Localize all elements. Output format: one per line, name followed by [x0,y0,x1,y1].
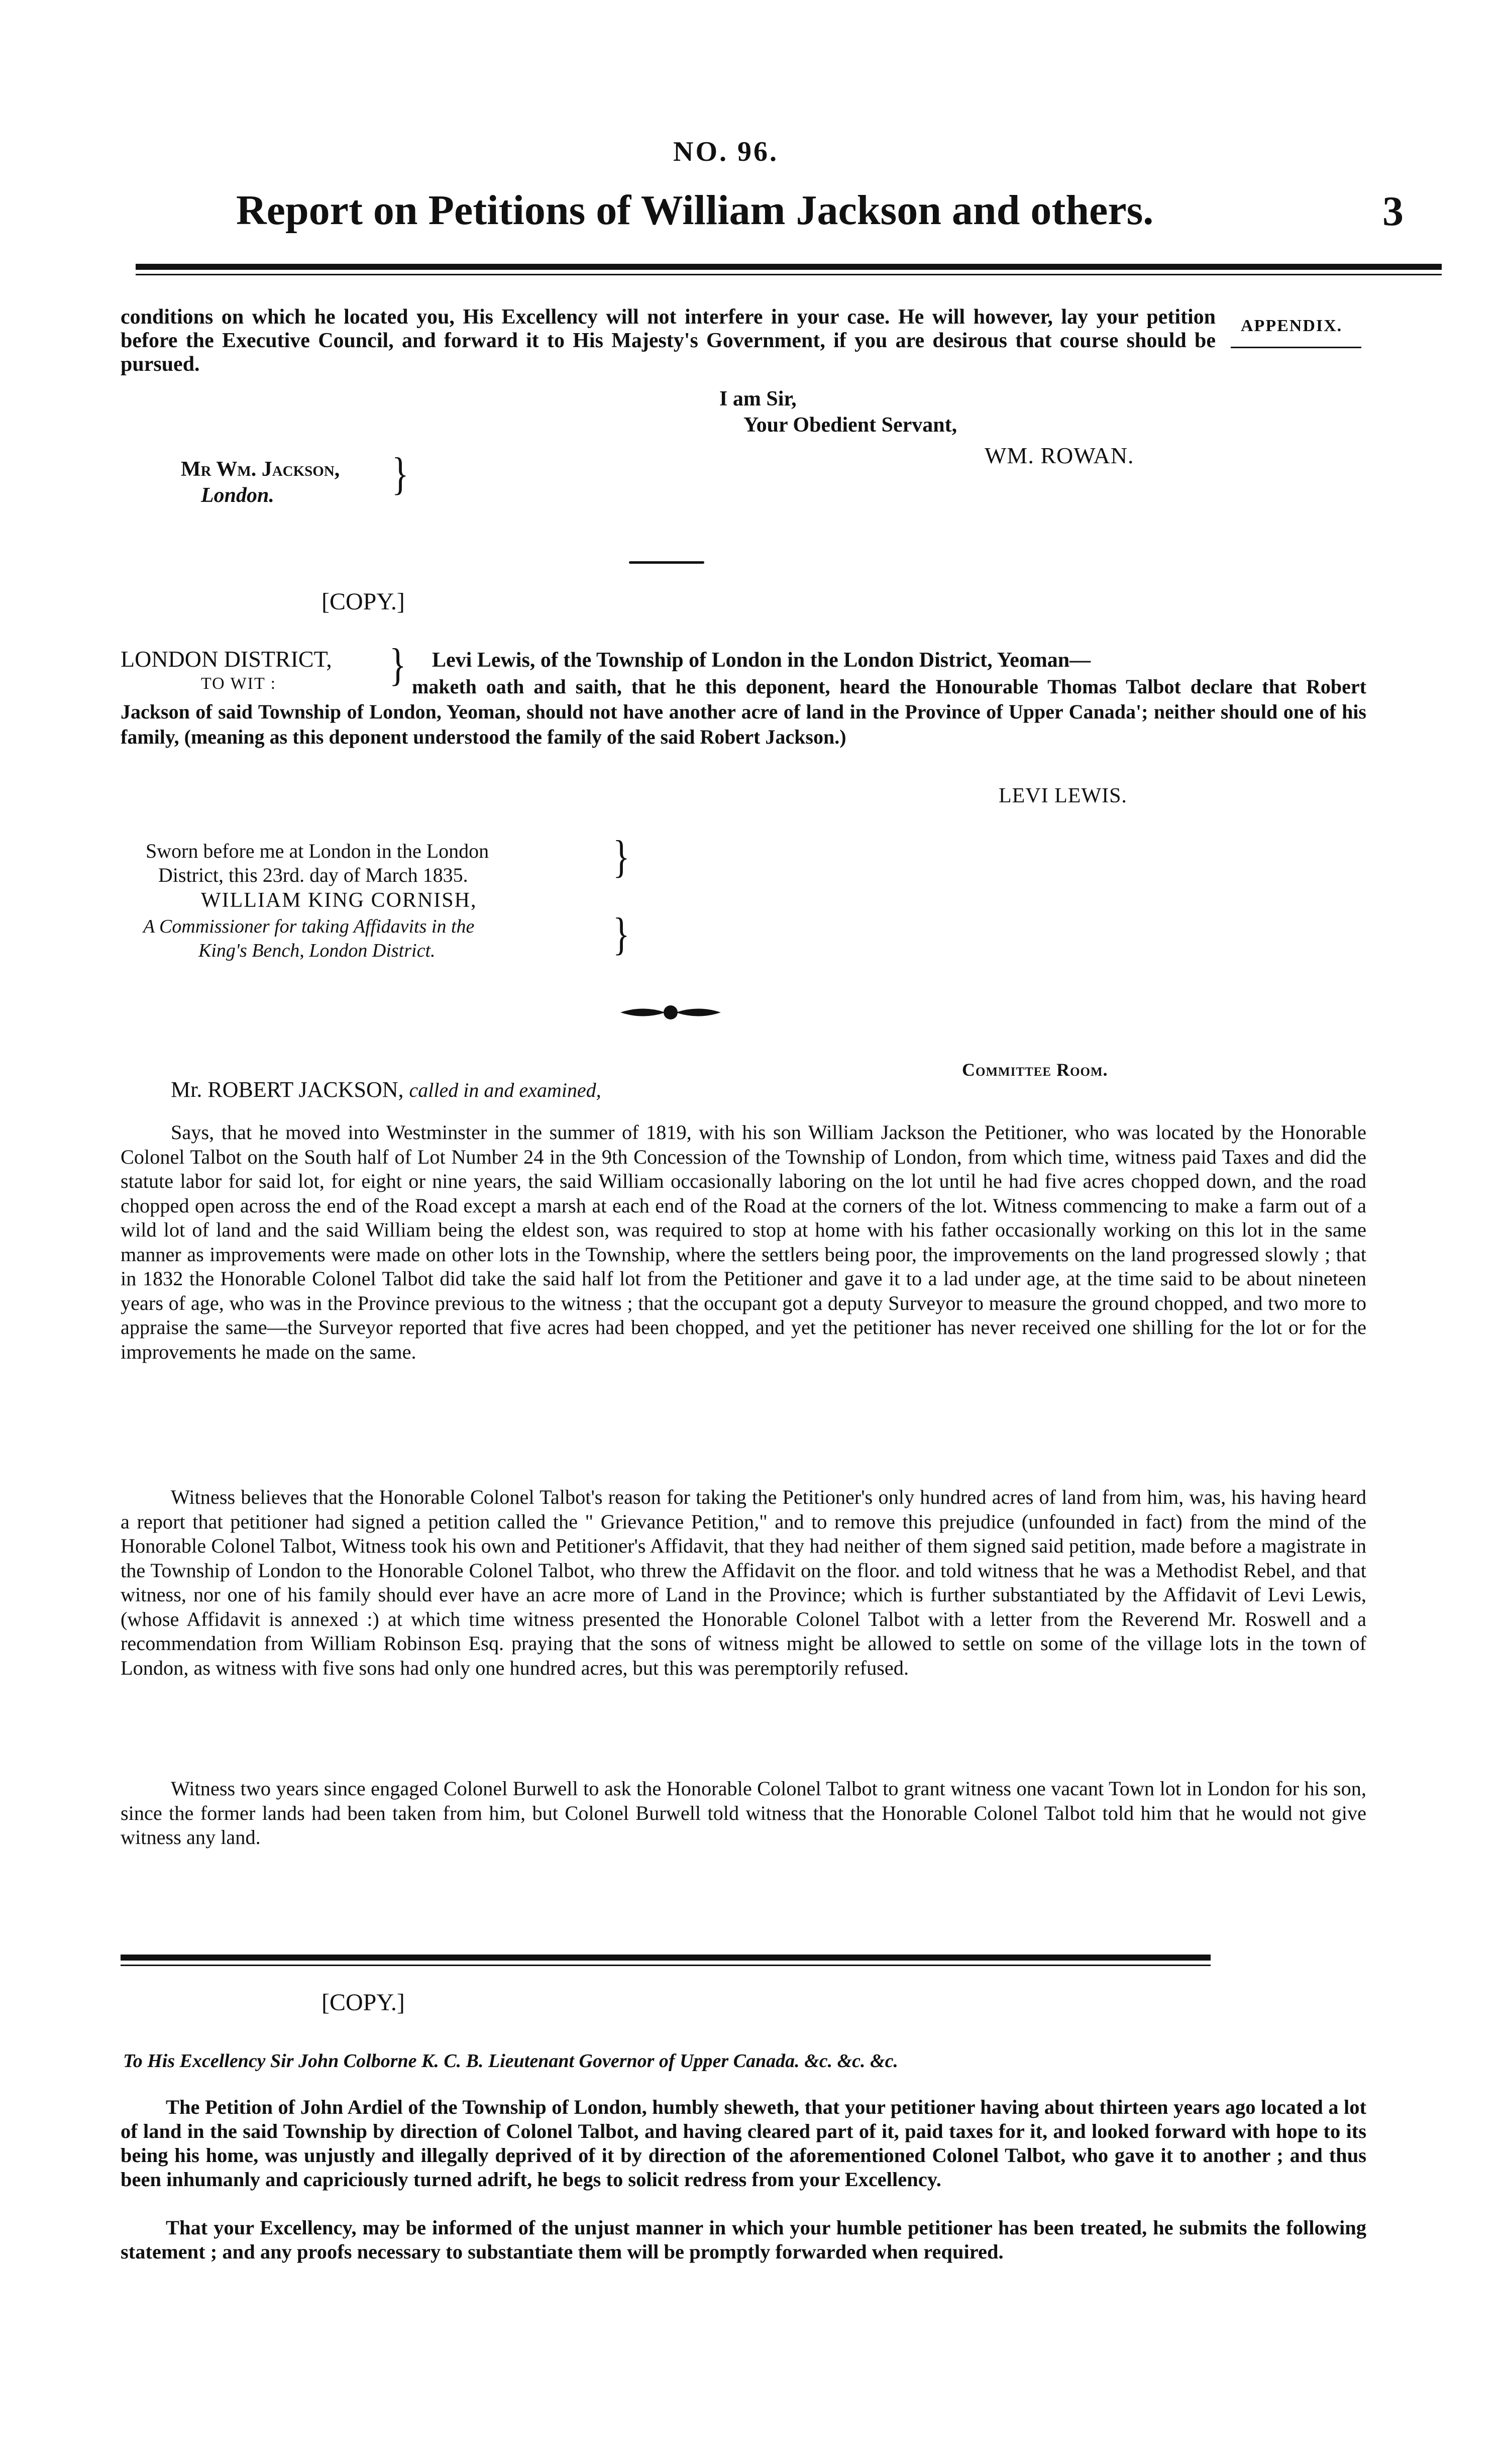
affidavit-to-wit: TO WIT : [201,674,277,693]
witness-heading [171,1077,601,1102]
addressee-brace: } [392,449,409,500]
commissioner-name: WILLIAM KING CORNISH, [201,889,477,912]
document-number: NO. 96. [673,136,779,167]
salutation-line-2: Your Obedient Servant, [743,414,957,437]
ornament-dash-1 [629,561,704,564]
examination-paragraph-1: Says, that he moved into Westminster in the summer of 1819, with his son William Jackson the Petitioner, who was located by the Honorable Colonel Talbot on the South half of Lot Number 24 in the 9th Concession of the Township of London, from which time, witness paid Taxes and did the statute labor for said lot, for eight or nine years, the said William occasionally laboring on the lot until he had five acres chopped down, and the road chopped open across the end of the Road except a marsh at each end of the Road at the corners of the lot. Witness commencing to make a farm out of a wild lot of land and the said William being the eldest son, was required to stop at home with his father occasionally working on this lot in the same manner as improvements were made on other lots in the Township, where the settlers being poor, the improvements on the land progressed slowly ; that in 1832 the Honorable Colonel Talbot did take the said half lot from the Petitioner and gave it to a lad under age, at the time said to be about nineteen years of age, who was in the Province previous to the witness ; that the occupant got a deputy Surveyor to measure the ground chopped, and two more to appraise the same—the Surveyor reported that five acres had been chopped, and yet the petitioner has never received one shilling for the lot or for the improvements he made on the same. [121,1121,1366,1363]
page-title: Report on Petitions of William Jackson and others. [236,187,1154,234]
ornament-divider [618,1002,723,1022]
affidavit-district: LONDON DISTRICT, [121,646,332,672]
affidavit-copy-label: [COPY.] [321,588,405,615]
affidavit-brace: } [389,640,406,691]
commissioner-title-1: A Commissioner for taking Affidavits in the [143,916,475,937]
header-rule-thick [136,264,1442,270]
addressee-name: Mr Wm. Jackson, [181,458,340,481]
petition-address: To His Excellency Sir John Colborne K. C. B. Lieutenant Governor of Upper Canada. &c. &c. &c. [123,2050,898,2072]
section-rule-thick [121,1955,1211,1961]
petition-paragraph-2: That your Excellency, may be informed of the unjust manner in which your humble petitioner has been treated, he submits the following statement ; and any proofs necessary to substantiate them will be promptly forwarded when required. [121,2216,1366,2263]
affidavit-body: maketh oath and saith, that he this deponent, heard the Honourable Thomas Talbot declare that Robert Jackson of said Township of London, Yeoman, should not have another acre of land in the Province of Upper Canada'; neither should one of his family, (meaning as this deponent understood the family of the said Robert Jackson.) [121,675,1366,748]
salutation-line-1: I am Sir, [719,387,797,410]
page-number: 3 [1382,188,1404,235]
section-rule-thin [121,1965,1211,1966]
rowan-signature: WM. ROWAN. [985,443,1134,468]
rowan-letter-text: conditions on which he located you, His Excellency will not interfere in your case. He will however, lay your petition before the Executive Council, and forward it to His Majesty's Government, if you are desirous that course should be pursued. [121,305,1216,376]
sworn-line-2: District, this 23rd. day of March 1835. [158,864,468,886]
appendix-bracket [1231,347,1361,355]
sworn-brace: } [613,832,630,883]
sworn-line-1: Sworn before me at London in the London [146,840,489,862]
petition-copy-label: [COPY.] [321,1989,405,2016]
affidavit-first-line: Levi Lewis, of the Township of London in the London District, Yeoman— [432,649,1091,672]
witness-name: Mr. ROBERT JACKSON, [171,1077,404,1102]
witness-called: called in and examined, [409,1079,601,1101]
petition-paragraph-1: The Petition of John Ardiel of the Township of London, humbly sheweth, that your petitioner having about thirteen years ago located a lot of land in the said Township by direction of Colonel Talbot, and having cleared part of it, paid taxes for it, and looked forward with hope to its being his home, was unjustly and illegally deprived of it by direction of the aforementioned Colonel Talbot, who gave it to another ; and thus been inhumanly and capriciously turned adrift, he begs to solicit redress from your Excellency. [121,2096,1366,2191]
committee-room: Committee Room. [962,1060,1108,1080]
examination-paragraph-3: Witness two years since engaged Colonel Burwell to ask the Honorable Colonel Talbot to grant witness one vacant Town lot in London for his son, since the former lands had been taken from him, but Colonel Burwell told witness that the Honorable Colonel Talbot told him that he would not give witness any land. [121,1777,1366,1849]
examination-paragraph-2: Witness believes that the Honorable Colonel Talbot's reason for taking the Petitioner's only hundred acres of land from him, was, his having heard a report that petitioner had signed a petition called the " Grievance Petition," and to remove this prejudice (unfounded in fact) from the mind of the Honorable Colonel Talbot, Witness took his own and Petitioner's Affidavit, that they had neither of them signed said petition, made before a magistrate in the Township of London to the Honorable Colonel Talbot, who threw the Affidavit on the floor. and told witness that he was a Methodist Rebel, and that witness, nor one of his family should ever have an acre more of Land in the Province; which is further substantiated by the Affidavit of Levi Lewis, (whose Affidavit is annexed :) at which time witness presented the Honorable Colonel Talbot with a letter from the Reverend Mr. Roswell and a recommendation from William Robinson Esq. praying that the sons of witness might be allowed to settle on some of the village lots in the town of London, as witness with five sons had only one hundred acres, but this was peremptorily refused. [121,1486,1366,1679]
header-rule-thin [136,274,1442,275]
addressee-place: London. [201,484,274,507]
appendix-label: APPENDIX. [1241,317,1343,335]
commissioner-brace: } [613,909,630,960]
affidavit-signer: LEVI LEWIS. [999,784,1127,807]
commissioner-title-2: King's Bench, London District. [198,940,436,961]
